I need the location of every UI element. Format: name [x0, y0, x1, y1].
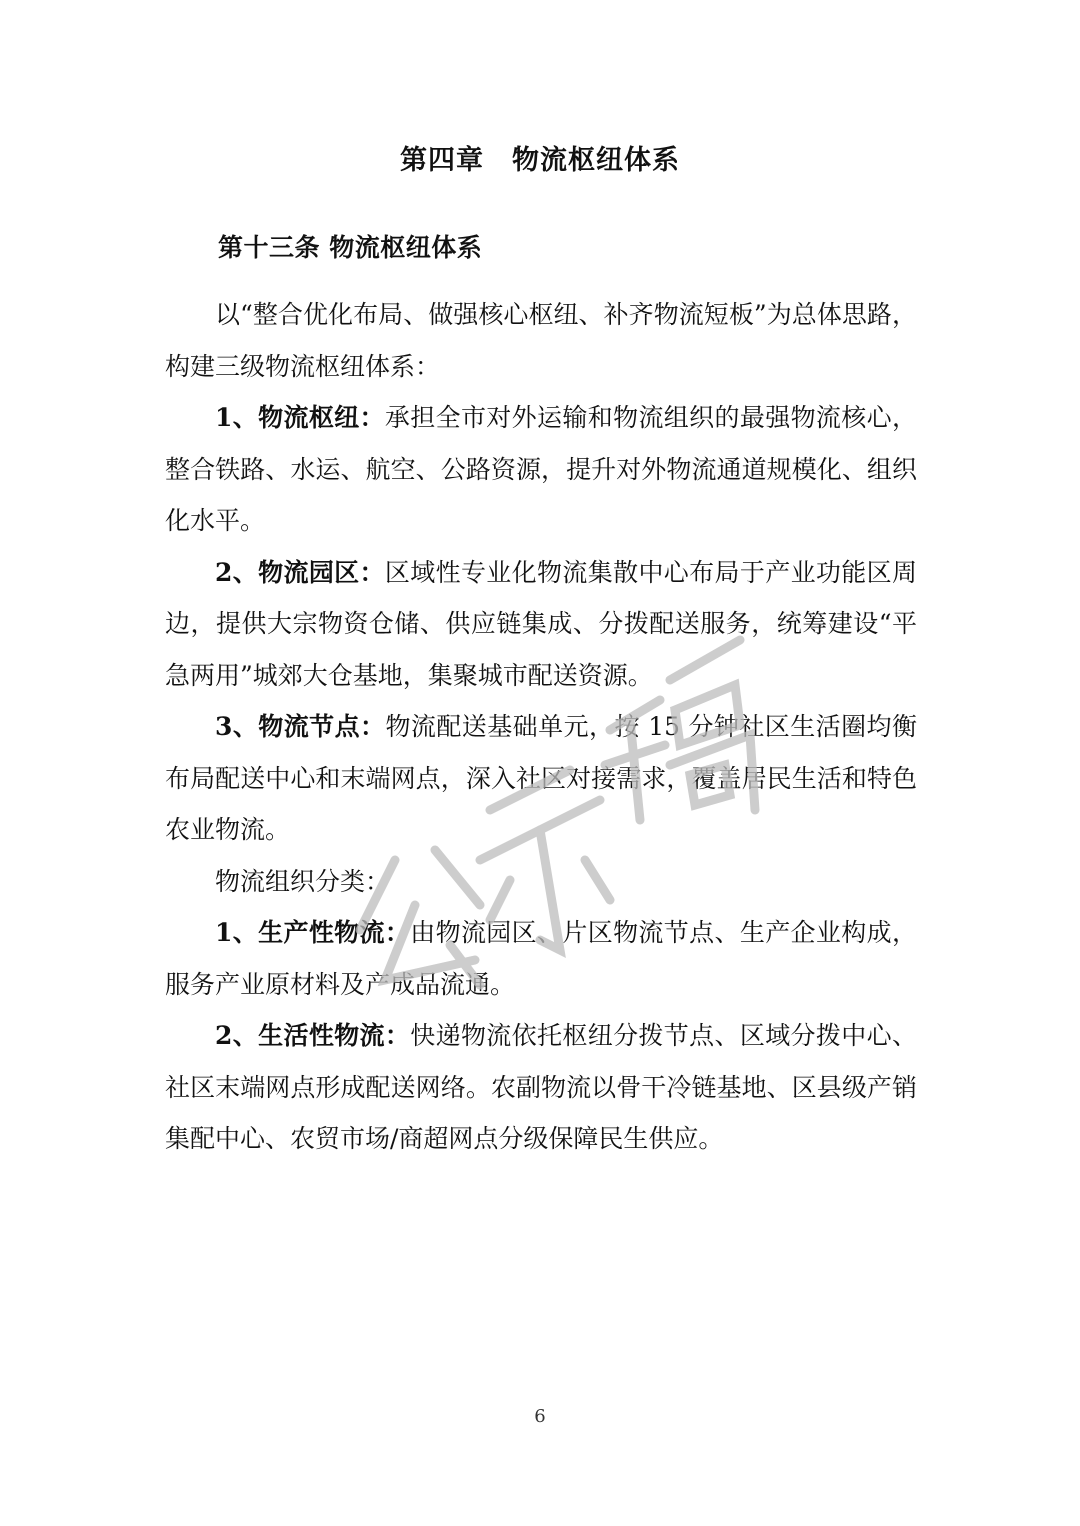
hub-tier-lead: 2、物流园区： [215, 557, 385, 587]
classification-heading: 物流组织分类： [215, 866, 391, 896]
classification-paragraph [165, 1010, 917, 1165]
classification-lead: 2、生活性物流： [215, 1021, 411, 1050]
hub-tier-lead: 1、物流枢纽： [215, 403, 385, 432]
page-number: 6 [534, 1406, 546, 1427]
classification-paragraph [165, 907, 917, 1010]
hub-tier-lead: 3、物流节点： [215, 712, 386, 741]
hub-tier-text: 物流配送基础单元，按 15 分钟社区生活圈均衡布局配送中心和末端网点，深入社区对接需求，覆盖居民生活和特色农业物流。 [165, 712, 917, 844]
intro-paragraph: 以“整合优化布局、做强核心枢纽、补齐物流短板”为总体思路，构建三级物流枢纽体系： [165, 300, 917, 381]
article-title: 第十三条 物流枢纽体系 [218, 233, 483, 262]
hub-tier-paragraph [165, 547, 917, 702]
classification-text: 由物流园区、片区物流节点、生产企业构成，服务产业原材料及产成品流通。 [165, 918, 917, 999]
chapter-title: 第四章 物流枢纽体系 [400, 145, 680, 176]
hub-tier-paragraph [165, 392, 917, 547]
hub-tier-text: 区域性专业化物流集散中心布局于产业功能区周边，提供大宗物资仓储、供应链集成、分拨配送服务，统筹建设“平急两用”城郊大仓基地，集聚城市配送资源。 [165, 557, 917, 690]
classification-text: 快递物流依托枢纽分拨节点、区域分拨中心、社区末端网点形成配送网络。农副物流以骨干冷链基地、区县级产销集配中心、农贸市场/商超网点分级保障民生供应。 [165, 1021, 917, 1153]
classification-lead: 1、生产性物流： [215, 918, 411, 947]
hub-tier-text: 承担全市对外运输和物流组织的最强物流核心，整合铁路、水运、航空、公路资源，提升对外物流通道规模化、组织化水平。 [165, 403, 917, 535]
hub-tier-paragraph [165, 701, 917, 856]
article-body [165, 289, 917, 1165]
